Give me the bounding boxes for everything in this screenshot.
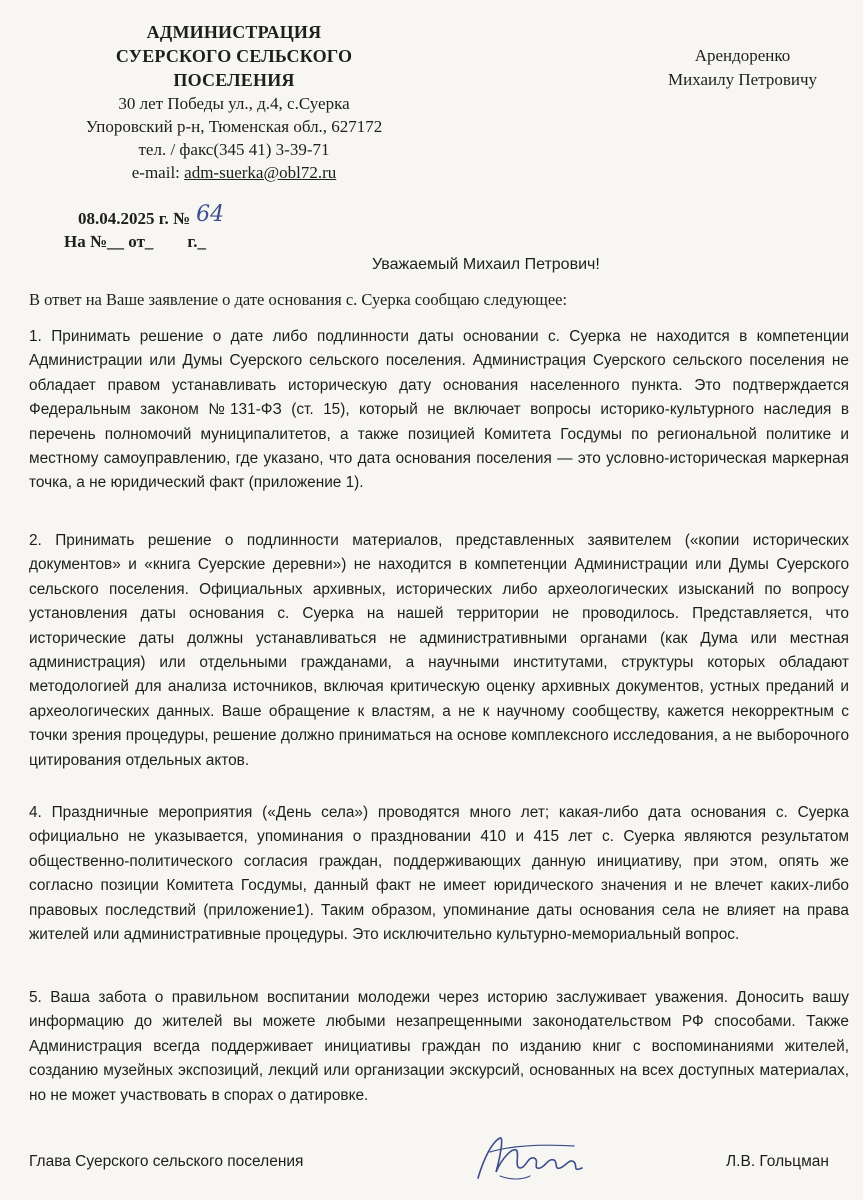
paragraph-5: 5. Ваша забота о правильном воспитании молодежи через историю заслуживает уважения. Доносить вашу информацию до жителей вы можете любыми незапрещенными законодательством РФ способами. Также Администрация всегда поддерживает инициативы граждан по изданию книг с воспоминаниями жителей, созданию музейных экспозиций, лекций или организации экскурсий, основанных на всех доступных материалах, но не может участвовать в спорах о датировке. bbox=[29, 989, 849, 1104]
address-line: Упоровский р-н, Тюменская обл., 627172 bbox=[85, 117, 383, 136]
signer-name: Л.В. Гольцман bbox=[726, 1153, 829, 1170]
recipient-line: Михаилу Петровичу bbox=[668, 70, 817, 89]
registration-date bbox=[78, 202, 225, 230]
handwritten-signature-icon bbox=[470, 1128, 590, 1190]
address-line: 30 лет Победы ул., д.4, с.Суерка bbox=[118, 94, 350, 113]
org-name-line: АДМИНИСТРАЦИЯ bbox=[146, 22, 322, 42]
email-link[interactable]: adm-suerka@obl72.ru bbox=[184, 163, 337, 182]
signatory-title: Глава Суерского сельского поселения bbox=[29, 1153, 304, 1170]
recipient-block bbox=[630, 44, 855, 92]
email-line bbox=[30, 161, 438, 184]
paragraph-1: 1. Принимать решение о дате либо подлинности даты основании с. Суерка не находится в компетенции Администрации или Думы Суерского сельского поселения. Администрация Суерского сельского поселения не обладает правом устанавливать историческую дату основания населенного пункта. Это подтверждается Федеральным законом №131-ФЗ (ст. 15), который не включает вопросы историко-культурного наследия в перечень полномочий муниципалитетов, а также позицией Комитета Госдумы по региональной политике и местному самоуправлению, где указано, что дата основания поселения — это условно-историческая маркерная точка, а не юридический факт (приложение 1). bbox=[29, 328, 849, 492]
email-label: e-mail: bbox=[131, 163, 185, 182]
registration-date-text: 08.04.2025 г. № bbox=[78, 209, 191, 228]
paragraph-4: 4. Праздничные мероприятия («День села») проводятся много лет; какая-либо дата основания с. Суерка официально не указывается, упоминания о праздновании 410 и 415 лет с. Суерка являются результатом общественно-политического согласия граждан, поддерживающих данную инициативу, при этом, опять же согласно позиции Комитета Госдумы, данный факт не имеет юридического значения и не влечет каких-либо правовых последствий (приложение1). Таким образом, упоминание даты основания села не влияет на права жителей или административные процедуры. Это исключительно культурно-мемориальный вопрос. bbox=[29, 804, 849, 944]
org-name-line: СУЕРСКОГО СЕЛЬСКОГО bbox=[115, 46, 353, 66]
paragraph-2: 2. Принимать решение о подлинности материалов, представленных заявителем («копии исторических документов» и «книга Суерские деревни») не находится в компетенции Администрации или Думы Суерского сельского поселения. Официальных архивных, исторических либо археологических изысканий по вопросу установления даты основания с. Суерка на нашей территории не проводилось. Представляется, что исторические даты должны устанавливаться не административными органами (как Дума или местная администрация) или отдельными гражданами, а научными институтами, структуры которых обладают методологией для анализа источников, включая критическую оценку архивных документов, устных преданий и археологических данных. Ваше обращение к властям, а не к научному сообществу, кажется некорректным с точки зрения процедуры, решение должно приниматься на основе комплексного исследования, а не выборочного цитирования отдельных актов. bbox=[29, 532, 849, 769]
reference-line: На №__ от_ г._ bbox=[64, 232, 206, 251]
sender-block bbox=[30, 20, 438, 184]
recipient-line: Арендоренко bbox=[694, 46, 791, 65]
intro-text: В ответ на Ваше заявление о дате основания с. Суерка сообщаю следующее: bbox=[29, 290, 568, 309]
registration-number: 64 bbox=[196, 202, 225, 227]
org-name-line: ПОСЕЛЕНИЯ bbox=[173, 70, 295, 90]
phone-line: тел. / факс(345 41) 3-39-71 bbox=[138, 140, 330, 159]
salutation: Уважаемый Михаил Петрович! bbox=[372, 256, 600, 273]
